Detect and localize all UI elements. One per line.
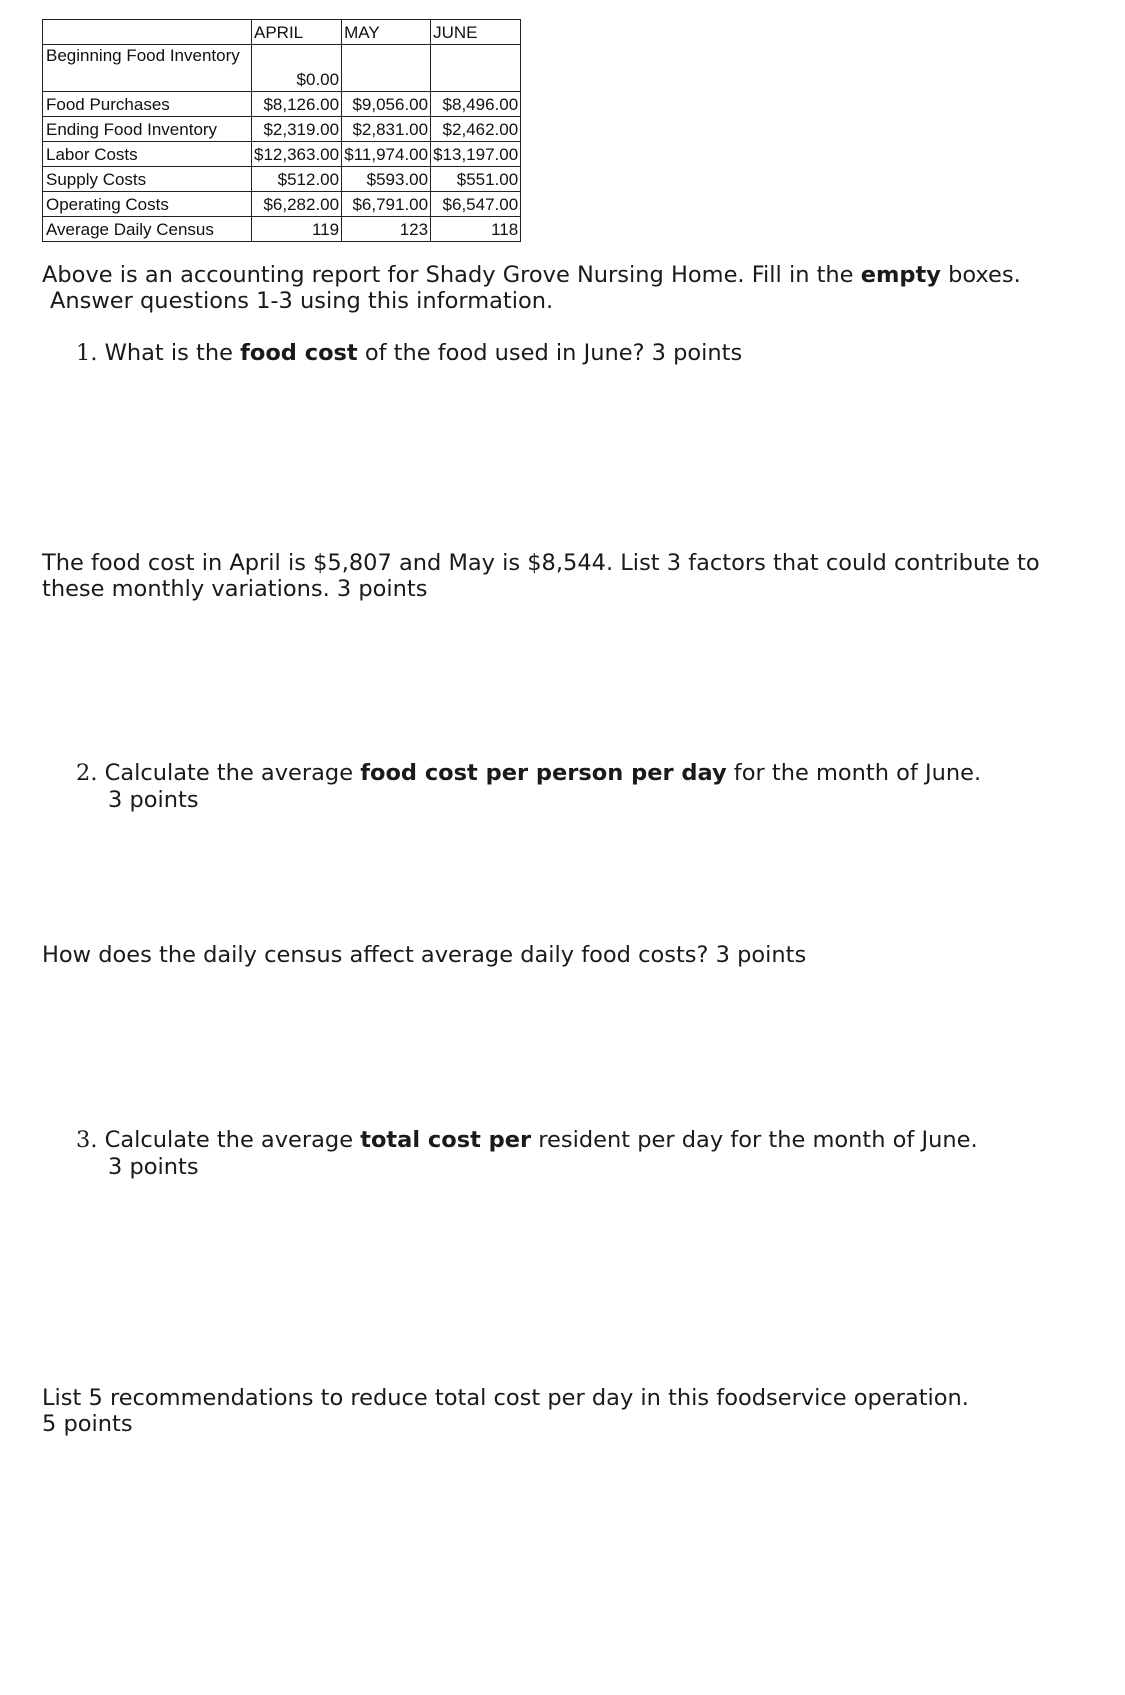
cell-april: $512.00 xyxy=(252,167,342,192)
table-corner-cell xyxy=(43,20,252,45)
column-header-april: APRIL xyxy=(252,20,342,45)
cell-april: $6,282.00 xyxy=(252,192,342,217)
table-header-row xyxy=(43,20,521,45)
question-2-points: 3 points xyxy=(108,787,199,813)
row-label: Beginning Food Inventory xyxy=(43,45,252,92)
row-label: Food Purchases xyxy=(43,92,252,117)
column-header-june: JUNE xyxy=(431,20,521,45)
table-row-average-daily-census xyxy=(43,217,521,242)
cell-may: $593.00 xyxy=(342,167,431,192)
cell-june-empty xyxy=(431,45,521,92)
question-3b-line-2: 5 points xyxy=(42,1411,133,1437)
question-1: 1. What is the food cost of the food used in June? 3 points xyxy=(76,340,743,366)
table-row-beginning-inventory xyxy=(43,45,521,92)
question-2: 2. Calculate the average food cost per person per day for the month of June. xyxy=(76,760,982,786)
row-label: Supply Costs xyxy=(43,167,252,192)
cell-april: $0.00 xyxy=(252,45,342,92)
cell-may: $2,831.00 xyxy=(342,117,431,142)
cell-april: $12,363.00 xyxy=(252,142,342,167)
row-label: Ending Food Inventory xyxy=(43,117,252,142)
cell-may: $6,791.00 xyxy=(342,192,431,217)
cell-june: $6,547.00 xyxy=(431,192,521,217)
cell-june: 118 xyxy=(431,217,521,242)
table-row-supply-costs xyxy=(43,167,521,192)
row-label: Labor Costs xyxy=(43,142,252,167)
cell-may: 123 xyxy=(342,217,431,242)
question-3b-line-1: List 5 recommendations to reduce total cost per day in this foodservice operation. xyxy=(42,1385,969,1411)
cell-june: $2,462.00 xyxy=(431,117,521,142)
cell-may: $9,056.00 xyxy=(342,92,431,117)
cell-april: $2,319.00 xyxy=(252,117,342,142)
cell-april: 119 xyxy=(252,217,342,242)
table-row-labor-costs xyxy=(43,142,521,167)
cell-april: $8,126.00 xyxy=(252,92,342,117)
intro-line-1: Above is an accounting report for Shady Grove Nursing Home. Fill in the empty boxes. xyxy=(42,262,1021,288)
row-label: Average Daily Census xyxy=(43,217,252,242)
question-1b-line-2: these monthly variations. 3 points xyxy=(42,576,428,602)
question-3: 3. Calculate the average total cost per resident per day for the month of June. xyxy=(76,1127,978,1153)
question-3-points: 3 points xyxy=(108,1154,199,1180)
table-row-food-purchases xyxy=(43,92,521,117)
accounting-report-table xyxy=(42,19,521,242)
table-row-ending-inventory xyxy=(43,117,521,142)
cell-june: $551.00 xyxy=(431,167,521,192)
cell-june: $13,197.00 xyxy=(431,142,521,167)
question-1b-line-1: The food cost in April is $5,807 and May is $8,544. List 3 factors that could contribute to xyxy=(42,550,1040,576)
column-header-may: MAY xyxy=(342,20,431,45)
intro-line-2: Answer questions 1-3 using this information. xyxy=(50,288,554,314)
cell-may: $11,974.00 xyxy=(342,142,431,167)
cell-june: $8,496.00 xyxy=(431,92,521,117)
table-row-operating-costs xyxy=(43,192,521,217)
cell-may-empty xyxy=(342,45,431,92)
row-label: Operating Costs xyxy=(43,192,252,217)
question-2b: How does the daily census affect average daily food costs? 3 points xyxy=(42,942,807,968)
